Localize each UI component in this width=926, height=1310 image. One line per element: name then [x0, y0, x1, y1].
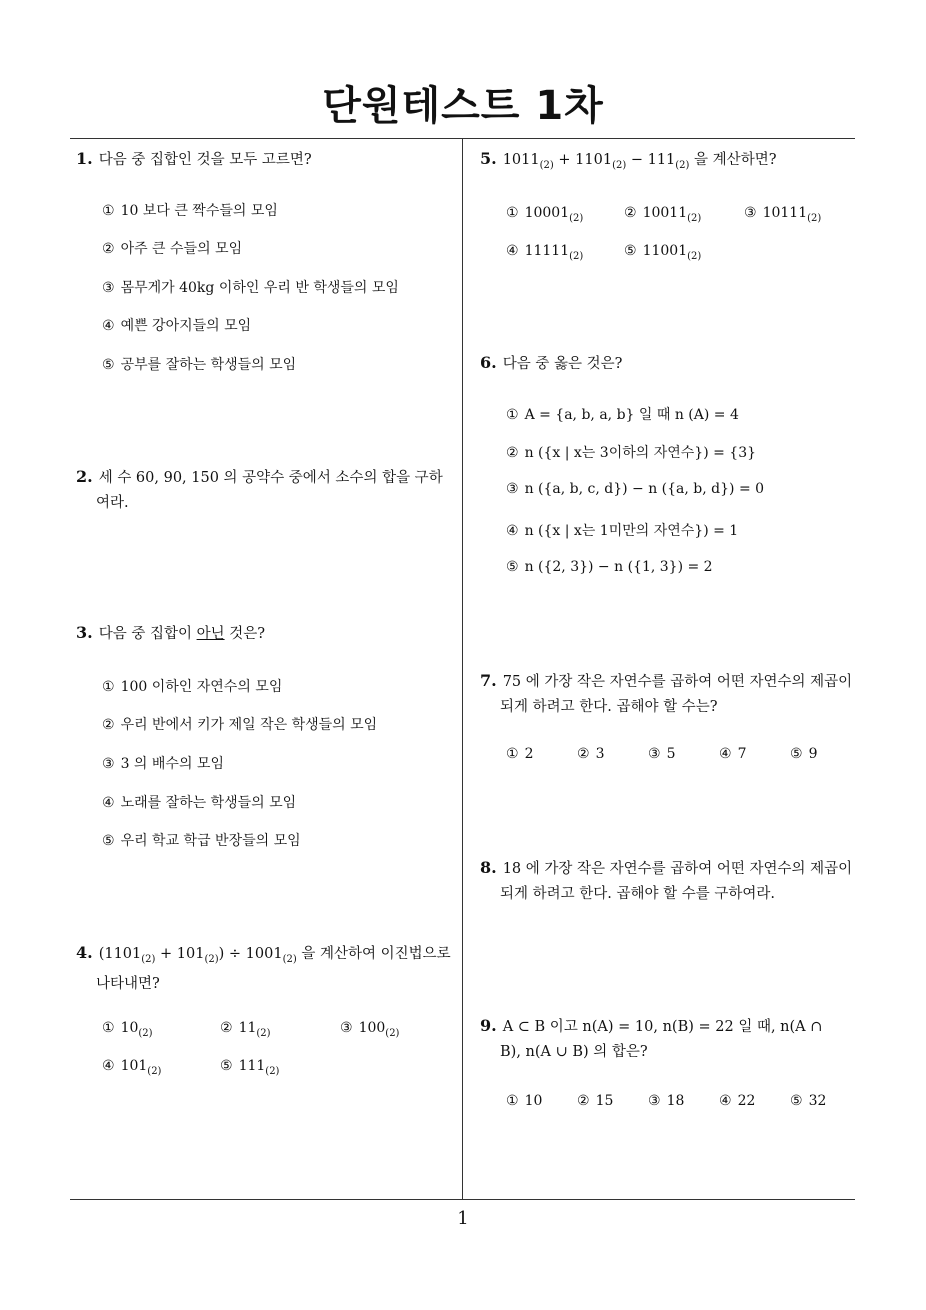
q1-option-1[interactable] — [102, 200, 278, 220]
option-mark: ③ — [648, 746, 661, 762]
question-text-line-2: 나타내면? — [96, 975, 160, 992]
q9-option-4[interactable] — [719, 1093, 755, 1109]
expr-part: − 111 — [626, 152, 676, 168]
question-text-line-1: 75 에 가장 작은 자연수를 곱하여 어떤 자연수의 제곱이 — [502, 674, 853, 690]
option-text: 101 — [120, 1058, 148, 1074]
question-2 — [76, 464, 460, 516]
q6-option-5[interactable] — [506, 559, 713, 575]
question-number: 4. — [76, 943, 93, 962]
question-text-line-2: 여라. — [96, 495, 129, 511]
question-text: 을 계산하면? — [689, 152, 777, 168]
expr-part: + 101 — [155, 946, 205, 962]
option-mark: ⑤ — [102, 357, 115, 373]
q6-option-3[interactable] — [506, 481, 764, 497]
option-mark: ② — [506, 445, 519, 461]
option-text: n ({2, 3}) − n ({1, 3}) = 2 — [524, 559, 713, 575]
bottom-rule — [70, 1199, 855, 1200]
q9-option-2[interactable] — [577, 1093, 613, 1109]
option-text: 아주 큰 수들의 모임 — [120, 241, 243, 257]
question-4 — [76, 940, 460, 997]
option-mark: ⑤ — [506, 559, 519, 575]
option-mark: ④ — [506, 523, 519, 539]
option-text: 10 — [524, 1093, 543, 1109]
question-text-line-2: B), n(A ∪ B) 의 합은? — [500, 1044, 648, 1060]
option-text: 공부를 잘하는 학생들의 모임 — [120, 357, 297, 373]
question-text-line-1: A ⊂ B 이고 n(A) = 10, n(B) = 22 일 때, n(A ∩ — [502, 1019, 823, 1035]
option-text: 예쁜 강아지들의 모임 — [120, 318, 252, 334]
base-subscript: (2) — [385, 1027, 400, 1039]
column-divider — [462, 138, 463, 1200]
option-text: 우리 반에서 키가 제일 작은 학생들의 모임 — [120, 717, 378, 733]
base-subscript: (2) — [687, 212, 702, 224]
q4-option-2[interactable] — [220, 1020, 271, 1039]
page-title: 단원테스트 1차 — [322, 83, 604, 129]
option-mark: ⑤ — [790, 1093, 803, 1109]
option-text: 15 — [595, 1093, 614, 1109]
question-text-line-1: 세 수 60, 90, 150 의 공약수 중에서 소수의 합을 구하 — [98, 470, 443, 486]
expr-part: + 1101 — [553, 152, 613, 168]
q1-option-3[interactable] — [102, 277, 399, 297]
option-mark: ③ — [102, 756, 115, 772]
option-text: 22 — [737, 1093, 756, 1109]
option-mark: ② — [102, 241, 115, 257]
q6-option-2[interactable] — [506, 442, 756, 462]
base-subscript: (2) — [256, 1027, 271, 1039]
option-text: 3 — [595, 746, 605, 762]
base-subscript: (2) — [612, 159, 627, 171]
question-9 — [480, 1013, 860, 1065]
option-mark: ⑤ — [624, 243, 637, 259]
question-number: 8. — [480, 858, 497, 877]
page-number: 1 — [457, 1208, 469, 1229]
option-mark: ① — [506, 746, 519, 762]
option-text: A = {a, b, a, b} 일 때 n (A) = 4 — [524, 407, 739, 423]
option-mark: ② — [577, 1093, 590, 1109]
question-text: 을 계산하여 이진법으로 — [296, 946, 451, 962]
q4-option-4[interactable] — [102, 1058, 161, 1077]
q7-option-1[interactable] — [506, 746, 533, 762]
base-subscript: (2) — [282, 953, 297, 965]
option-text: n ({a, b, c, d}) − n ({a, b, d}) = 0 — [524, 481, 765, 497]
option-mark: ③ — [506, 481, 519, 497]
base-subscript: (2) — [265, 1065, 280, 1077]
option-text: 2 — [524, 746, 534, 762]
option-text: 32 — [808, 1093, 827, 1109]
q5-option-4[interactable] — [506, 243, 583, 262]
question-number: 7. — [480, 671, 497, 690]
question-text-end: 것은? — [224, 626, 265, 642]
base-subscript: (2) — [687, 250, 702, 262]
option-mark: ① — [102, 679, 115, 695]
q3-option-2[interactable] — [102, 714, 377, 734]
option-mark: ③ — [648, 1093, 661, 1109]
question-6 — [480, 350, 622, 377]
question-number: 2. — [76, 467, 93, 486]
option-text: 10111 — [762, 205, 808, 221]
q9-option-5[interactable] — [790, 1093, 826, 1109]
question-number: 5. — [480, 149, 497, 168]
option-mark: ③ — [102, 280, 115, 296]
expr-part: (1101 — [98, 946, 142, 962]
option-text: n ({x | x는 1미만의 자연수}) = 1 — [524, 523, 739, 539]
q3-option-3[interactable] — [102, 753, 224, 773]
option-mark: ② — [577, 746, 590, 762]
question-text-line-1: 18 에 가장 작은 자연수를 곱하여 어떤 자연수의 제곱이 — [502, 861, 853, 877]
q6-option-4[interactable] — [506, 520, 738, 540]
question-text-line-2: 되게 하려고 한다. 곱해야 할 수를 구하여라. — [500, 886, 775, 902]
question-5 — [480, 146, 776, 178]
option-text: 11111 — [524, 243, 570, 259]
option-text: n ({x | x는 3이하의 자연수}) = {3} — [524, 445, 757, 461]
expr-part: 1011 — [502, 152, 540, 168]
q5-option-5[interactable] — [624, 243, 701, 262]
base-subscript: (2) — [204, 953, 219, 965]
option-text: 100 — [358, 1020, 386, 1036]
q3-option-1[interactable] — [102, 676, 282, 696]
option-mark: ② — [624, 205, 637, 221]
q3-option-4[interactable] — [102, 792, 296, 812]
question-number: 6. — [480, 353, 497, 372]
q4-option-1[interactable] — [102, 1020, 153, 1039]
question-number: 3. — [76, 623, 93, 642]
q9-option-3[interactable] — [648, 1093, 684, 1109]
q7-option-4[interactable] — [719, 746, 746, 762]
option-text: 노래를 잘하는 학생들의 모임 — [120, 795, 297, 811]
option-mark: ① — [102, 203, 115, 219]
option-mark: ③ — [744, 205, 757, 221]
option-text: 10001 — [524, 205, 570, 221]
question-text-line-2: 되게 하려고 한다. 곱해야 할 수는? — [500, 699, 718, 715]
option-mark: ④ — [102, 318, 115, 334]
question-number: 1. — [76, 149, 93, 168]
option-text: 9 — [808, 746, 818, 762]
q5-option-3[interactable] — [744, 205, 821, 224]
option-mark: ④ — [102, 1058, 115, 1074]
q5-option-2[interactable] — [624, 205, 701, 224]
option-text: 18 — [666, 1093, 685, 1109]
option-text: 11001 — [642, 243, 688, 259]
question-number: 9. — [480, 1016, 497, 1035]
option-mark: ④ — [719, 1093, 732, 1109]
option-text: 111 — [238, 1058, 266, 1074]
option-mark: ① — [506, 1093, 519, 1109]
q3-option-5[interactable] — [102, 830, 301, 850]
base-subscript: (2) — [138, 1027, 153, 1039]
option-mark: ③ — [340, 1020, 353, 1036]
question-3 — [76, 620, 265, 647]
base-subscript: (2) — [569, 212, 584, 224]
underlined-word: 아닌 — [196, 626, 225, 642]
q1-option-4[interactable] — [102, 315, 251, 335]
option-mark: ⑤ — [220, 1058, 233, 1074]
question-7 — [480, 668, 860, 720]
q4-option-5[interactable] — [220, 1058, 279, 1077]
q7-option-5[interactable] — [790, 746, 817, 762]
option-mark: ② — [102, 717, 115, 733]
q1-option-5[interactable] — [102, 354, 296, 374]
option-text: 10 — [120, 1020, 139, 1036]
base-subscript: (2) — [807, 212, 822, 224]
option-text: 11 — [238, 1020, 257, 1036]
option-mark: ④ — [719, 746, 732, 762]
q6-option-1[interactable] — [506, 404, 739, 424]
option-mark: ④ — [506, 243, 519, 259]
option-text: 5 — [666, 746, 676, 762]
option-mark: ① — [506, 205, 519, 221]
base-subscript: (2) — [141, 953, 156, 965]
option-text: 100 이하인 자연수의 모임 — [120, 679, 283, 695]
option-mark: ④ — [102, 795, 115, 811]
option-mark: ① — [102, 1020, 115, 1036]
q4-option-3[interactable] — [340, 1020, 399, 1039]
base-subscript: (2) — [539, 159, 554, 171]
q7-option-3[interactable] — [648, 746, 675, 762]
option-text: 3 의 배수의 모임 — [120, 756, 224, 772]
question-text: 다음 중 옳은 것은? — [502, 356, 623, 372]
option-mark: ⑤ — [102, 833, 115, 849]
option-text: 우리 학교 학급 반장들의 모임 — [120, 833, 301, 849]
option-text: 몸무게가 40kg 이하인 우리 반 학생들의 모임 — [120, 280, 399, 296]
question-text: 다음 중 집합인 것을 모두 고르면? — [98, 152, 312, 168]
question-1 — [76, 146, 312, 173]
base-subscript: (2) — [147, 1065, 162, 1077]
base-subscript: (2) — [675, 159, 690, 171]
q5-option-1[interactable] — [506, 205, 583, 224]
option-mark: ① — [506, 407, 519, 423]
base-subscript: (2) — [569, 250, 584, 262]
q7-option-2[interactable] — [577, 746, 604, 762]
option-text: 7 — [737, 746, 747, 762]
question-text: 다음 중 집합이 — [98, 626, 197, 642]
q1-option-2[interactable] — [102, 238, 242, 258]
option-text: 10011 — [642, 205, 688, 221]
option-text: 10 보다 큰 짝수들의 모임 — [120, 203, 278, 219]
expr-part: ) ÷ 1001 — [218, 946, 283, 962]
q9-option-1[interactable] — [506, 1093, 542, 1109]
question-8 — [480, 855, 860, 907]
option-mark: ⑤ — [790, 746, 803, 762]
option-mark: ② — [220, 1020, 233, 1036]
